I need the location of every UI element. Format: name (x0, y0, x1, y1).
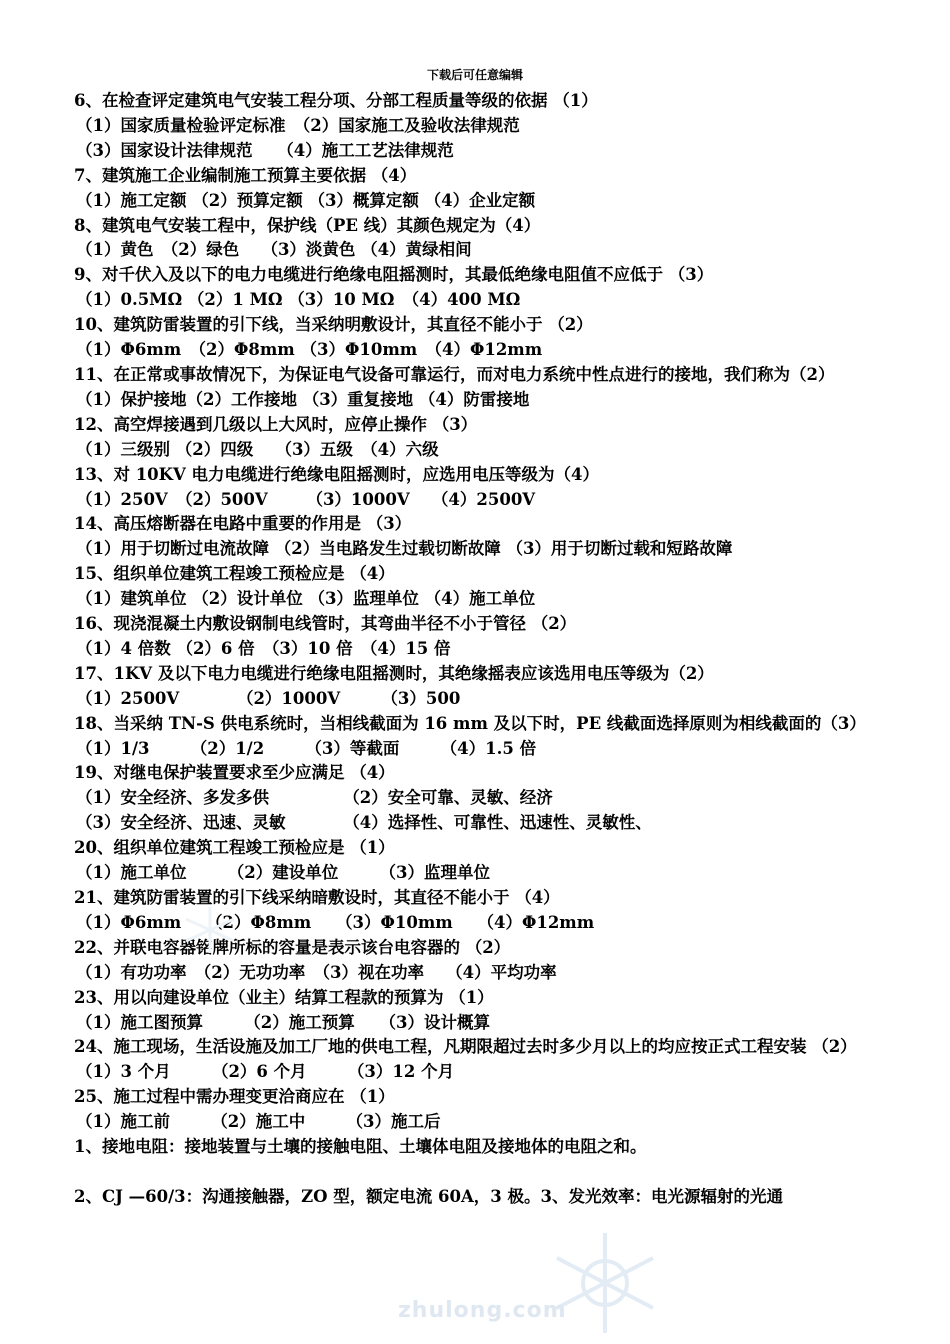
snowflake-watermark-small-icon (180, 905, 240, 955)
question-20: 20、组织单位建筑工程竣工预检应是 （1） (74, 838, 395, 858)
q11-options: （1）保护接地（2）工作接地 （3）重复接地 （4）防雷接地 (76, 389, 530, 409)
definition-1: 1、接地电阻：接地装置与土壤的接触电阻、土壤体电阻及接地体的电阻之和。 (74, 1137, 647, 1157)
q19-options-2: （3）安全经济、迅速、灵敏 （4）选择性、可靠性、迅速性、灵敏性、 (76, 813, 652, 833)
question-7: 7、建筑施工企业编制施工预算主要依据 （4） (74, 165, 417, 185)
question-17: 17、1KV 及以下电力电缆进行绝缘电阻摇测时，其绝缘摇表应该选用电压等级为（2） (74, 663, 714, 683)
q8-options: （1）黄色 （2）绿色 （3）淡黄色 （4）黄绿相间 (76, 240, 472, 260)
q10-options: （1）Φ6mm （2）Φ8mm （3）Φ10mm （4）Φ12mm (76, 340, 543, 360)
q7-options: （1）施工定额 （2）预算定额 （3）概算定额 （4）企业定额 (76, 190, 536, 210)
q13-options: （1）250V （2）500V （3）1000V （4）2500V (76, 489, 536, 509)
question-10: 10、建筑防雷装置的引下线，当采纳明敷设计，其直径不能小于 （2） (74, 315, 593, 335)
definition-2: 2、CJ —60/3：沟通接触器，ZO 型，额定电流 60A，3 极。3、发光效率：电光源辐射的光通 (74, 1186, 784, 1206)
question-24: 24、施工现场，生活设施及加工厂地的供电工程，凡期限超过去时多少月以上的均应按正式工程安装 （2） (74, 1037, 857, 1057)
q21-options: （1）Φ6mm （2）Φ8mm （3）Φ10mm （4）Φ12mm (76, 912, 595, 932)
q15-options: （1）建筑单位 （2）设计单位 （3）监理单位 （4）施工单位 (76, 589, 536, 609)
question-25: 25、施工过程中需办理变更洽商应在 （1） (74, 1087, 395, 1107)
question-16: 16、现浇混凝土内敷设钢制电线管时，其弯曲半径不小于管径 （2） (74, 614, 577, 634)
question-11: 11、在正常或事故情况下，为保证电气设备可靠运行，而对电力系统中性点进行的接地，我们称为（2） (74, 364, 835, 384)
question-23: 23、用以向建设单位（业主）结算工程款的预算为 （1） (74, 987, 494, 1007)
q19-options-1: （1）安全经济、多发多供 （2）安全可靠、灵敏、经济 (76, 788, 553, 808)
q17-options: （1）2500V （2）1000V （3）500 (76, 688, 461, 708)
q22-options: （1）有功功率 （2）无功功率 （3）视在功率 （4）平均功率 (76, 962, 557, 982)
q16-options: （1）4 倍数 （2）6 倍 （3）10 倍 （4）15 倍 (76, 638, 451, 658)
document-body (74, 89, 880, 1210)
question-8: 8、建筑电气安装工程中，保护线（PE 线）其颜色规定为（4） (74, 215, 541, 235)
question-9: 9、对千伏入及以下的电力电缆进行绝缘电阻摇测时，其最低绝缘电阻值不应低于 （3） (74, 265, 714, 285)
question-15: 15、组织单位建筑工程竣工预检应是 （4） (74, 564, 395, 584)
spacer (74, 1160, 880, 1185)
q18-options: （1）1/3 （2）1/2 （3）等截面 （4）1.5 倍 (76, 738, 537, 758)
q9-options: （1）0.5MΩ （2）1 MΩ （3）10 MΩ （4）400 MΩ (76, 290, 521, 310)
q12-options: （1）三级别 （2）四级 （3）五级 （4）六级 (76, 439, 439, 459)
question-6: 6、在检查评定建筑电气安装工程分项、分部工程质量等级的依据 （1） (74, 91, 598, 110)
q24-options: （1）3 个月 （2）6 个月 （3）12 个月 (76, 1062, 455, 1082)
q14-options: （1）用于切断过电流故障 （2）当电路发生过载切断故障 （3）用于切断过载和短路故障 (76, 539, 733, 559)
question-12: 12、高空焊接遇到几级以上大风时，应停止操作 （3） (74, 414, 478, 434)
page-header: 下载后可任意编辑 (426, 68, 523, 82)
q25-options: （1）施工前 （2）施工中 （3）施工后 (76, 1112, 441, 1132)
question-14: 14、高压熔断器在电路中重要的作用是 （3） (74, 514, 412, 534)
question-21: 21、建筑防雷装置的引下线采纳暗敷设时，其直径不能小于 （4） (74, 888, 560, 907)
watermark-text: zhulong.com (398, 1298, 567, 1323)
q6-options-1: （1）国家质量检验评定标准 （2）国家施工及验收法律规范 (76, 115, 520, 135)
q6-options-2: （3）国家设计法律规范 （4）施工工艺法律规范 (76, 140, 454, 160)
q23-options: （1）施工图预算 （2）施工预算 （3）设计概算 (76, 1012, 490, 1032)
question-18: 18、当采纳 TN-S 供电系统时，当相线截面为 16 mm 及以下时，PE 线截面选择原则为相线截面的（3） (74, 713, 866, 733)
question-19: 19、对继电保护装置要求至少应满足 （4） (74, 763, 395, 783)
q20-options: （1）施工单位 （2）建设单位 （3）监理单位 (76, 863, 490, 883)
question-13: 13、对 10KV 电力电缆进行绝缘电阻摇测时，应选用电压等级为（4） (74, 464, 600, 484)
question-22: 22、并联电容器铭牌所标的容量是表示该台电容器的 （2） (74, 937, 511, 957)
